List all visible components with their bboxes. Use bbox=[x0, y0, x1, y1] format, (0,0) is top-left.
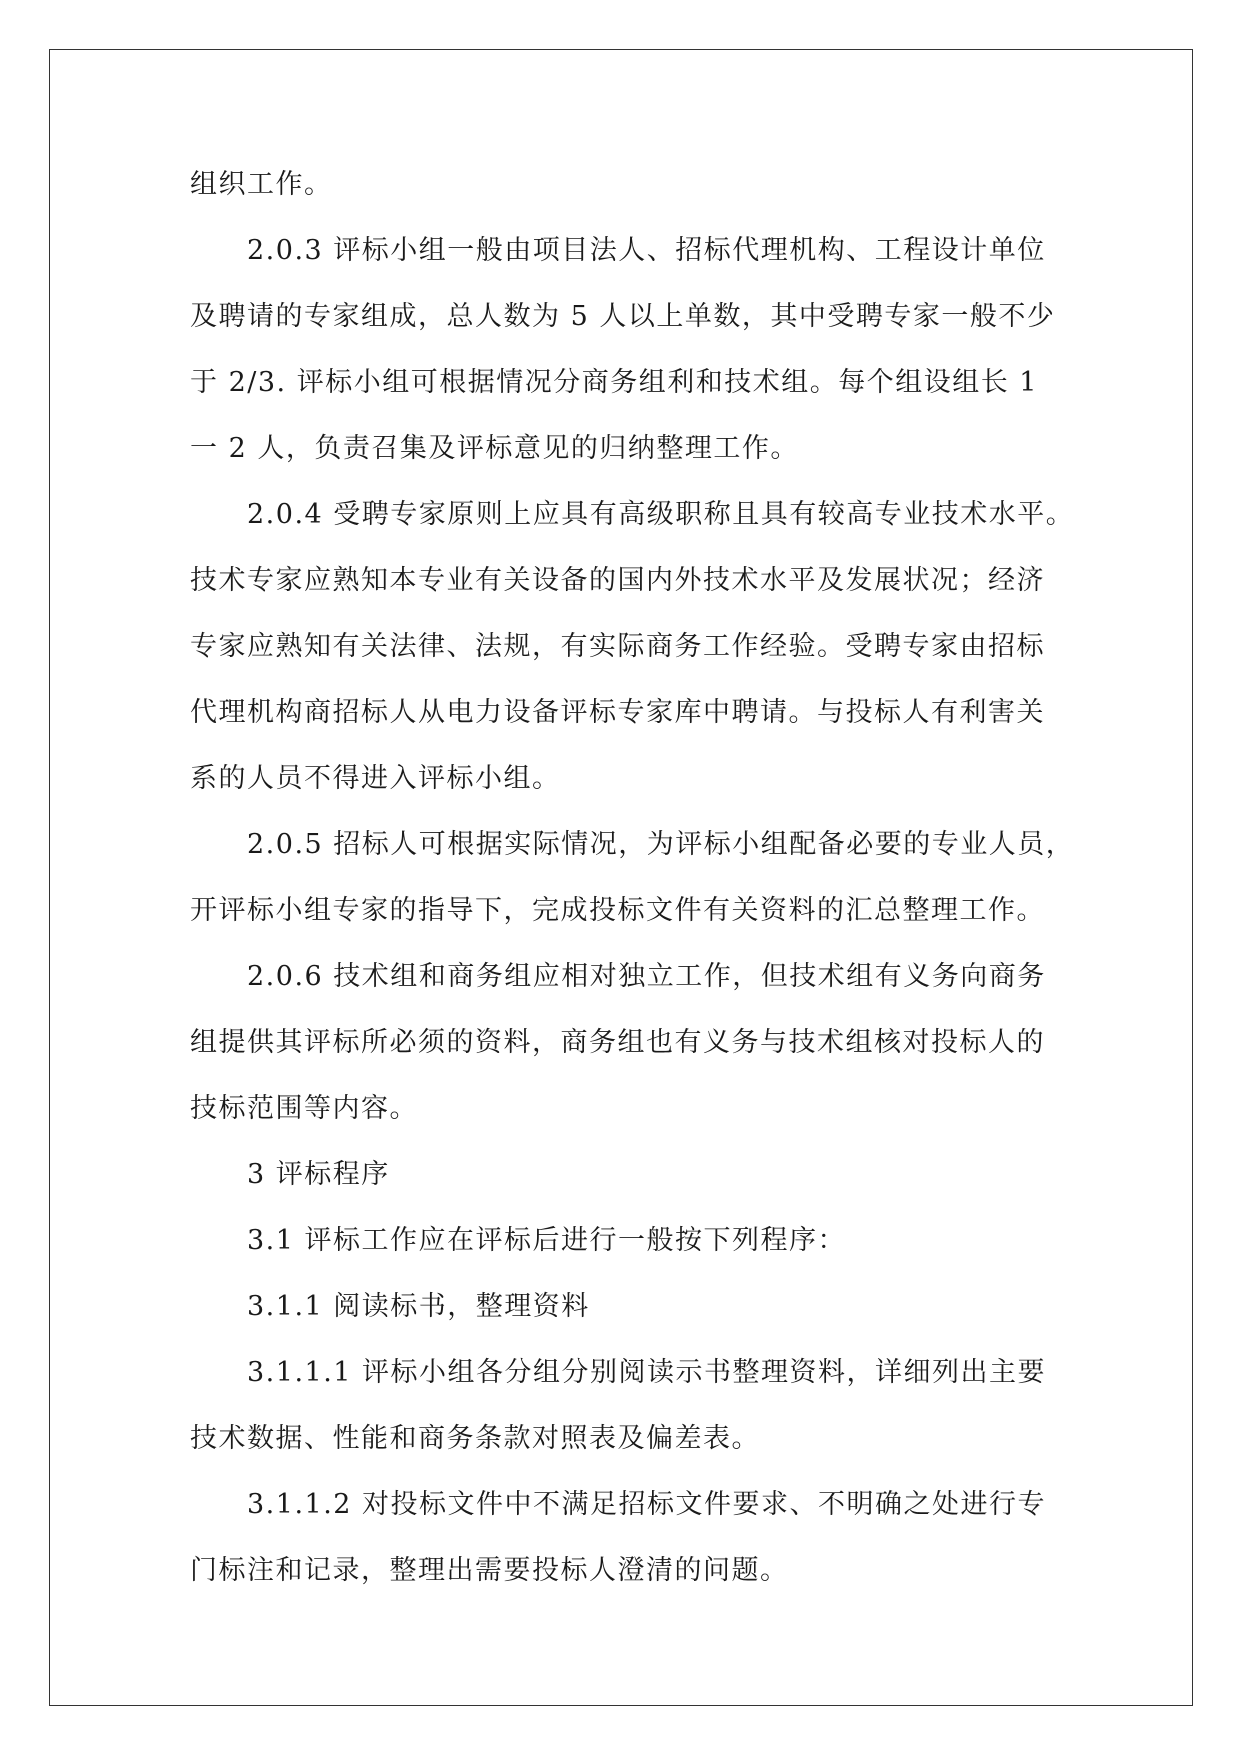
text-line: 及聘请的专家组成，总人数为 5 人以上单数，其中受聘专家一般不少 bbox=[190, 301, 1056, 332]
text-line: 3.1.1 阅读标书，整理资料 bbox=[247, 1291, 590, 1322]
text-line: 3.1.1.1 评标小组各分组分别阅读示书整理资料，详细列出主要 bbox=[247, 1357, 1047, 1388]
text-line: 技术专家应熟知本专业有关设备的国内外技术水平及发展状况；经济 bbox=[190, 565, 1045, 596]
text-line: 开评标小组专家的指导下，完成投标文件有关资料的汇总整理工作。 bbox=[190, 895, 1045, 926]
document-body bbox=[190, 152, 1075, 1604]
text-line: 技标范围等内容。 bbox=[190, 1093, 418, 1124]
text-line: 系的人员不得进入评标小组。 bbox=[190, 763, 561, 794]
text-line: 技术数据、性能和商务条款对照表及偏差表。 bbox=[190, 1423, 760, 1454]
text-line: 3.1 评标工作应在评标后进行一般按下列程序： bbox=[247, 1225, 847, 1256]
text-line: 2.0.6 技术组和商务组应相对独立工作，但技术组有义务向商务 bbox=[247, 961, 1046, 992]
text-line: 一 2 人，负责召集及评标意见的归纳整理工作。 bbox=[190, 433, 799, 464]
text-line: 专家应熟知有关法律、法规，有实际商务工作经验。受聘专家由招标 bbox=[190, 631, 1045, 662]
text-line: 3 评标程序 bbox=[247, 1159, 390, 1190]
text-line: 门标注和记录，整理出需要投标人澄清的问题。 bbox=[190, 1555, 789, 1586]
text-line: 组织工作。 bbox=[190, 169, 333, 200]
text-line: 代理机构商招标人从电力设备评标专家库中聘请。与投标人有利害关 bbox=[190, 697, 1045, 728]
text-line: 3.1.1.2 对投标文件中不满足招标文件要求、不明确之处进行专 bbox=[247, 1489, 1047, 1520]
text-line: 2.0.4 受聘专家原则上应具有高级职称且具有较高专业技术水平。 bbox=[247, 499, 1075, 530]
text-line: 2.0.5 招标人可根据实际情况，为评标小组配备必要的专业人员， bbox=[247, 829, 1075, 860]
text-line: 2.0.3 评标小组一般由项目法人、招标代理机构、工程设计单位 bbox=[247, 235, 1046, 266]
text-line: 组提供其评标所必须的资料，商务组也有义务与技术组核对投标人的 bbox=[190, 1027, 1045, 1058]
text-line: 于 2/3. 评标小组可根据情况分商务组利和技术组。每个组设组长 1 bbox=[190, 367, 1038, 398]
